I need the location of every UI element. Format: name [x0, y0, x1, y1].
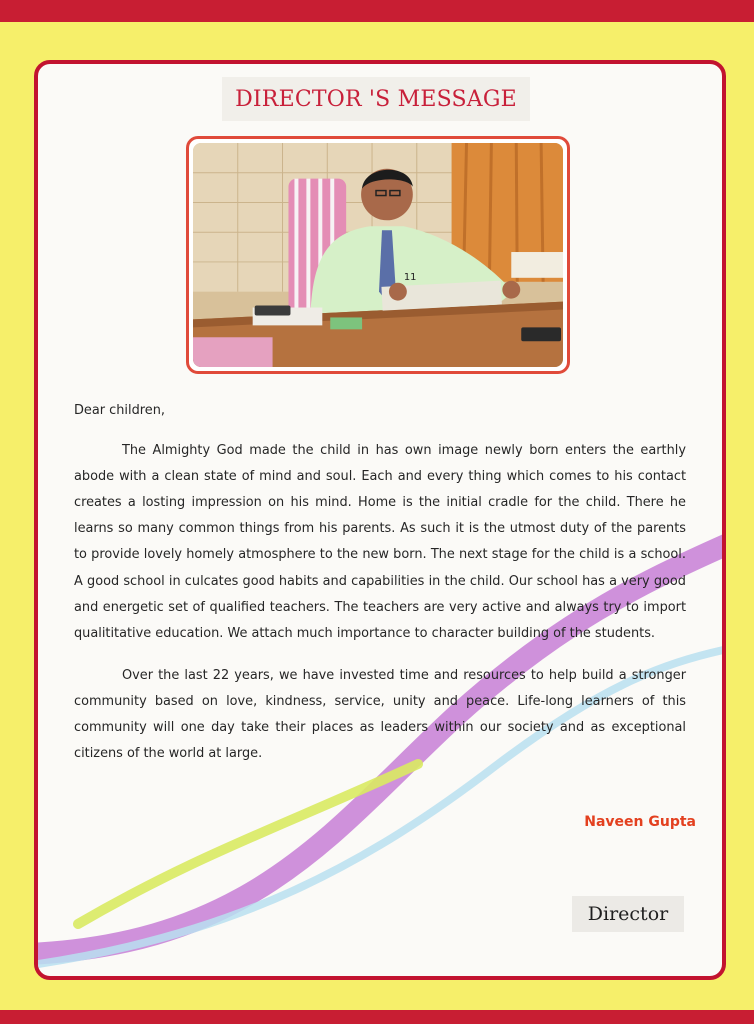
page-title: DIRECTOR 'S MESSAGE: [222, 77, 530, 121]
badge-number: 11: [403, 271, 417, 283]
salutation: Dear children,: [74, 403, 165, 418]
letter-body: [74, 398, 686, 767]
paragraph-2: Over the last 22 years, we have invested time and resources to help build a stronger community based on love, kindness, service, unity and peace. Life-long learners of this community will one day take their places as leaders within our society and as exceptional citizens of the world at large.: [74, 667, 686, 762]
director-at-desk-photo-icon: [193, 143, 563, 367]
top-red-band: [0, 0, 754, 22]
signature-name: Naveen Gupta: [584, 814, 696, 830]
paragraph-1: The Almighty God made the child in has own image newly born enters the earthly abode with a clean state of mind and soul. Each and every thing which comes to his contact creates a losting impression on his mind. Home is the initial cradle for the child. There he learns so many common things from his parents. As such it is the utmost duty of the parents to provide lovely homely atmosphere to the new born. The next stage for the child is a school. A good school in culcates good habits and capabilities in the child. Our school has a very good and energetic set of qualified teachers. The teachers are very active and always try to import qualititative education. We attach much importance to character building of the students.: [74, 443, 686, 641]
bottom-red-band: [0, 1010, 754, 1024]
signature-role: Director: [572, 896, 684, 932]
director-photo: [186, 136, 570, 374]
